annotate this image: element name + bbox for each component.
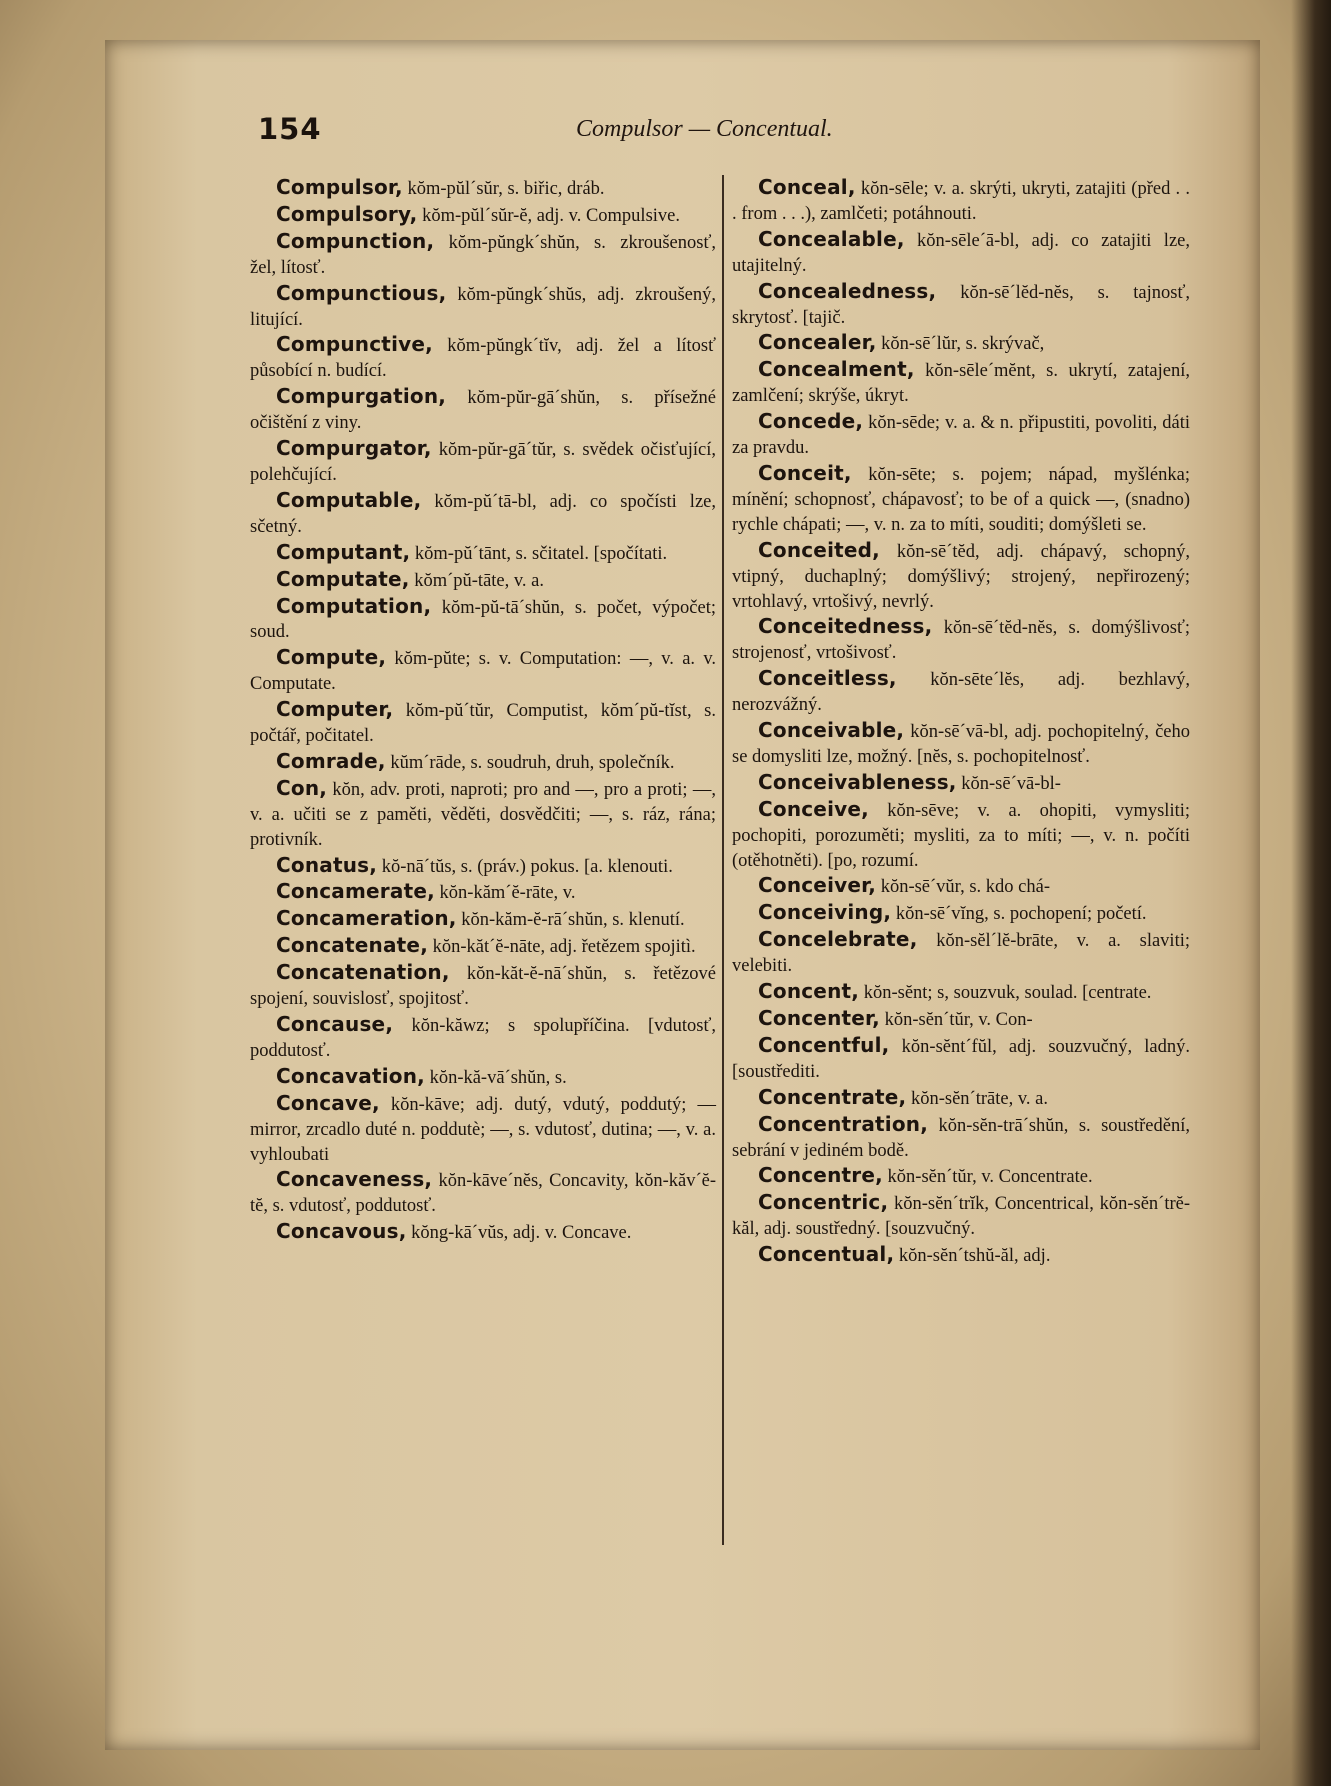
- entry-headword: Concentric,: [758, 1190, 889, 1215]
- entry-headword: Concaveness,: [276, 1167, 433, 1192]
- dictionary-entry: [732, 666, 1190, 718]
- running-head: Compulsor — Concentual.: [576, 116, 833, 142]
- binding-shadow: [1291, 0, 1331, 1786]
- entry-headword: Conceitless,: [758, 666, 897, 691]
- dictionary-entry: [250, 540, 716, 567]
- dictionary-entry: [732, 461, 1190, 538]
- dictionary-entry: [732, 873, 1190, 900]
- entry-definition: kŏn-kă-vā´shŭn, s.: [424, 1067, 567, 1088]
- entry-definition: kŏn-kăm´ĕ-rāte, v.: [434, 883, 576, 904]
- entry-definition: kŏn-sēte; s. pojem; nápad, myšlénka; mínění; schopnosť, chápavosť; to be of a quick —, (snadno) rychle chápati; —, v. n. za to míti, souditi; domýšleti se.: [732, 464, 1190, 535]
- column-divider: [722, 175, 724, 1545]
- entry-headword: Conceiving,: [758, 900, 892, 925]
- entry-headword: Concentful,: [758, 1032, 890, 1057]
- dictionary-entry: [250, 436, 716, 488]
- entry-headword: Concentre,: [758, 1163, 883, 1188]
- dictionary-entry: [732, 1242, 1190, 1269]
- entry-headword: Conceive,: [758, 796, 869, 821]
- dictionary-entry: [250, 567, 716, 594]
- dictionary-entry: [732, 1190, 1190, 1242]
- entry-headword: Concavation,: [276, 1063, 425, 1088]
- dictionary-entry: [250, 645, 716, 697]
- entry-headword: Comrade,: [276, 748, 386, 773]
- entry-headword: Computer,: [276, 697, 394, 722]
- entry-definition: kŏm-pŭngk´tĭv, adj. žel a lítosť působící n. budící.: [250, 336, 716, 382]
- entry-definition: kŏm-pŭl´sŭr-ĕ, adj. v. Compulsive.: [417, 205, 681, 226]
- dictionary-entry: [732, 227, 1190, 279]
- dictionary-entry: [250, 281, 716, 333]
- dictionary-entry: [250, 1219, 716, 1246]
- dictionary-entry: [250, 594, 716, 646]
- entry-definition: kŏn-sĕnt´fŭl, adj. souzvučný, ladný. [soustřediti.: [732, 1036, 1190, 1082]
- entry-definition: kŏn-sēve; v. a. ohopiti, vymysliti; pochopiti, porozuměti; mysliti, za to míti; —, v. n. počíti (otěhotněti). [po, rozumí.: [732, 800, 1190, 871]
- entry-definition: kŏn-sē´lŭr, s. skrývač,: [876, 334, 1045, 355]
- entry-headword: Conceit,: [758, 460, 852, 485]
- entry-headword: Concelebrate,: [758, 927, 918, 952]
- entry-headword: Conatus,: [276, 852, 378, 877]
- entry-headword: Concenter,: [758, 1006, 880, 1030]
- entry-definition: kŏn-sēle´mĕnt, s. ukrytí, zatajení, zamlčení; skrýše, úkryt.: [732, 361, 1190, 407]
- entry-definition: kŏn-sēle´ā-bl, adj. co zatajiti lze, utajitelný.: [732, 230, 1190, 276]
- entry-definition: kŏn-sĕn´tŭr, v. Con-: [879, 1010, 1033, 1030]
- entry-headword: Computation,: [276, 593, 432, 618]
- dictionary-entry: [250, 202, 716, 229]
- entry-headword: Computable,: [276, 487, 422, 512]
- entry-headword: Conceivableness,: [758, 769, 957, 794]
- entry-headword: Concatenation,: [276, 960, 450, 985]
- entry-headword: Compunction,: [276, 228, 435, 253]
- right-column: [732, 175, 1190, 1269]
- entry-definition: kŏn-kăm-ĕ-rā´shŭn, s. klenutí.: [456, 910, 685, 931]
- dictionary-entry: [250, 697, 716, 749]
- entry-headword: Concave,: [276, 1090, 380, 1115]
- dictionary-entry: [732, 175, 1190, 227]
- entry-headword: Computate,: [276, 566, 410, 591]
- entry-headword: Concentual,: [758, 1242, 895, 1267]
- entry-definition: kŏn-kăwz; s spolupříčina. [vdutosť, poddutosť.: [250, 1016, 716, 1061]
- dictionary-entry: [732, 1085, 1190, 1112]
- dictionary-entry: [250, 1012, 716, 1064]
- entry-definition: kŏn-sĕn´trĭk, Concentrical, kŏn-sĕn´trĕ-kăl, adj. soustředný. [souzvučný.: [732, 1194, 1190, 1240]
- entry-definition: kŏn-sēle; v. a. skrýti, ukryti, zatajiti (před . . . from . . .), zamlčeti; potáhnouti.: [732, 179, 1190, 224]
- entry-definition: kŏm-pŭte; s. v. Computation: —, v. a. v. Computate.: [250, 649, 716, 695]
- entry-definition: kŏn-sĕn´tŭr, v. Concentrate.: [882, 1167, 1093, 1188]
- entry-headword: Conceiver,: [758, 873, 877, 898]
- entry-definition: kŏm-pŭ-tā´shŭn, s. počet, výpočet; soud.: [250, 597, 716, 643]
- dictionary-entry: [250, 749, 716, 776]
- dictionary-entry: [250, 879, 716, 906]
- entry-definition: kŏn-kăt´ĕ-nāte, adj. řetězem spojitì.: [428, 937, 696, 958]
- entry-headword: Concede,: [758, 409, 864, 434]
- entry-headword: Concamerate,: [276, 879, 435, 904]
- dictionary-entry: [250, 384, 716, 436]
- dictionary-entry: [732, 900, 1190, 927]
- entry-definition: kŏn-sē´tĕd, adj. chápavý, schopný, vtipný, duchaplný; domýšlivý; strojený, nepřirozený; vrtohlavý, vrtošivý, nevrlý.: [732, 541, 1190, 612]
- entry-headword: Concentration,: [758, 1111, 929, 1136]
- entry-headword: Compute,: [276, 645, 387, 670]
- left-column: [250, 175, 716, 1246]
- entry-definition: kŏn-sēde; v. a. & n. připustiti, povoliti, dáti za pravdu.: [732, 413, 1190, 459]
- entry-definition: kŏn-kāve; adj. dutý, vdutý, poddutý; — mirror, zrcadlo duté n. poddutè; —, s. vdutosť, dutina; —, v. a. vyhloubati: [250, 1094, 716, 1165]
- dictionary-entry: [732, 797, 1190, 874]
- dictionary-entry: [250, 933, 716, 960]
- dictionary-entry: [250, 488, 716, 540]
- dictionary-entry: [732, 979, 1190, 1006]
- page-header: [258, 112, 898, 152]
- dictionary-entry: [250, 1167, 716, 1219]
- dictionary-entry: [250, 853, 716, 880]
- dictionary-entry: [732, 927, 1190, 979]
- entry-definition: kŏm-pŭngk´shŭn, s. zkroušenosť, žel, lítosť.: [250, 232, 716, 278]
- entry-headword: Compulsor,: [276, 175, 403, 199]
- entry-headword: Compunctious,: [276, 280, 447, 305]
- entry-headword: Compurgator,: [276, 436, 432, 461]
- entry-headword: Concealedness,: [758, 278, 937, 303]
- entry-headword: Compulsory,: [276, 201, 418, 226]
- entry-headword: Concause,: [276, 1012, 394, 1036]
- entry-headword: Concentrate,: [758, 1084, 907, 1109]
- dictionary-entry: [732, 330, 1190, 357]
- entry-headword: Con,: [276, 775, 328, 800]
- entry-definition: kŏn-sē´vĭng, s. pochopení; početí.: [891, 904, 1147, 925]
- entry-headword: Concent,: [758, 979, 860, 1004]
- dictionary-entry: [732, 357, 1190, 409]
- entry-definition: kŏn-kāve´nĕs, Concavity, kŏn-kăv´ĕ-tĕ, s. vdutosť, poddutosť.: [250, 1171, 716, 1217]
- dictionary-entry: [732, 770, 1190, 797]
- entry-definition: kŭm´rāde, s. soudruh, druh, společník.: [385, 752, 675, 773]
- entry-headword: Conceal,: [758, 175, 856, 199]
- entry-definition: kŏn-sĕn-trā´shŭn, s. soustředění, sebrání v jediném bodě.: [732, 1115, 1190, 1161]
- entry-definition: kŏ-nā´tŭs, s. (práv.) pokus. [a. klenouti.: [377, 856, 673, 877]
- entry-definition: kŏn-sē´lĕd-nĕs, s. tajnosť, skrytosť. [tajič.: [732, 282, 1190, 328]
- dictionary-entry: [732, 1033, 1190, 1085]
- entry-headword: Compurgation,: [276, 384, 447, 409]
- entry-definition: kŏn-sē´vā-bl, adj. pochopitelný, čeho se domysliti lze, možný. [nĕs, s. pochopitelnosť.: [732, 722, 1190, 767]
- dictionary-entry: [250, 960, 716, 1012]
- entry-headword: Concameration,: [276, 906, 457, 931]
- dictionary-entry: [250, 229, 716, 281]
- entry-definition: kŏm´pŭ-tāte, v. a.: [409, 570, 545, 591]
- entry-headword: Conceivable,: [758, 718, 905, 743]
- dictionary-entry: [250, 1091, 716, 1168]
- dictionary-entry: [250, 776, 716, 853]
- entry-headword: Concealer,: [758, 330, 877, 355]
- entry-definition: kŏm-pŭl´sŭr, s. biřic, dráb.: [402, 179, 605, 199]
- entry-headword: Conceitedness,: [758, 614, 933, 639]
- entry-headword: Computant,: [276, 539, 411, 564]
- entry-headword: Concatenate,: [276, 933, 428, 958]
- entry-definition: kŏn-sē´vā-bl-: [956, 773, 1061, 794]
- dictionary-entry: [732, 1112, 1190, 1164]
- entry-definition: kŏn-sē´tĕd-nĕs, s. domýšlivosť; strojenosť, vrtošivosť.: [732, 618, 1190, 664]
- dictionary-entry: [732, 718, 1190, 770]
- entry-headword: Concavous,: [276, 1219, 407, 1244]
- dictionary-entry: [732, 1163, 1190, 1190]
- entry-definition: kŏn-kăt-ĕ-nā´shŭn, s. řetězové spojení, souvislosť, spojitosť.: [250, 964, 716, 1010]
- entry-definition: kŏn-sēte´lĕs, adj. bezhlavý, nerozvážný.: [732, 670, 1190, 716]
- entry-definition: kŏm-pŭr-gā´shŭn, s. přísežné očištění z viny.: [250, 388, 716, 434]
- entry-definition: kŏm-pŭr-gā´tŭr, s. svědek očisťující, polehčující.: [250, 440, 716, 485]
- entry-definition: kŏn-sĕn´tshŭ-ăl, adj.: [894, 1246, 1051, 1267]
- entry-definition: kŏn-sĕnt; s, souzvuk, soulad. [centrate.: [859, 983, 1152, 1004]
- entry-headword: Concealable,: [758, 226, 905, 251]
- entry-definition: kŏn-sĕn´trāte, v. a.: [906, 1088, 1048, 1109]
- entry-definition: kŏn-sē´vŭr, s. kdo chá-: [876, 877, 1050, 898]
- entry-definition: kŏm-pŭngk´shŭs, adj. zkroušený, litující.: [250, 284, 716, 330]
- dictionary-entry: [732, 409, 1190, 461]
- entry-headword: Conceited,: [758, 537, 880, 562]
- entry-headword: Compunctive,: [276, 332, 433, 357]
- dictionary-entry: [250, 1064, 716, 1091]
- entry-definition: kŏn, adv. proti, naproti; pro and —, pro a proti; —, v. a. učiti se z paměti, věděti, dosvědčiti; —, s. ráz, rána; protivník.: [250, 779, 716, 850]
- dictionary-entry: [250, 906, 716, 933]
- entry-definition: kŏm-pŭ´tā-bl, adj. co spočísti lze, sčetný.: [250, 491, 716, 537]
- entry-definition: kŏng-kā´vŭs, adj. v. Concave.: [406, 1223, 632, 1244]
- dictionary-entry: [732, 1006, 1190, 1033]
- dictionary-entry: [732, 614, 1190, 666]
- dictionary-entry: [732, 538, 1190, 615]
- entry-definition: kŏn-sĕl´lĕ-brāte, v. a. slaviti; velebiti.: [732, 931, 1190, 977]
- dictionary-entry: [732, 279, 1190, 331]
- entry-definition: kŏm-pŭ´tŭr, Computist, kŏm´pŭ-tĭst, s. počtář, počitatel.: [250, 701, 716, 747]
- dictionary-entry: [250, 332, 716, 384]
- page-number: 154: [258, 112, 322, 146]
- dictionary-entry: [250, 175, 716, 202]
- entry-definition: kŏm-pŭ´tānt, s. sčitatel. [spočítati.: [410, 543, 668, 564]
- entry-headword: Concealment,: [758, 357, 915, 382]
